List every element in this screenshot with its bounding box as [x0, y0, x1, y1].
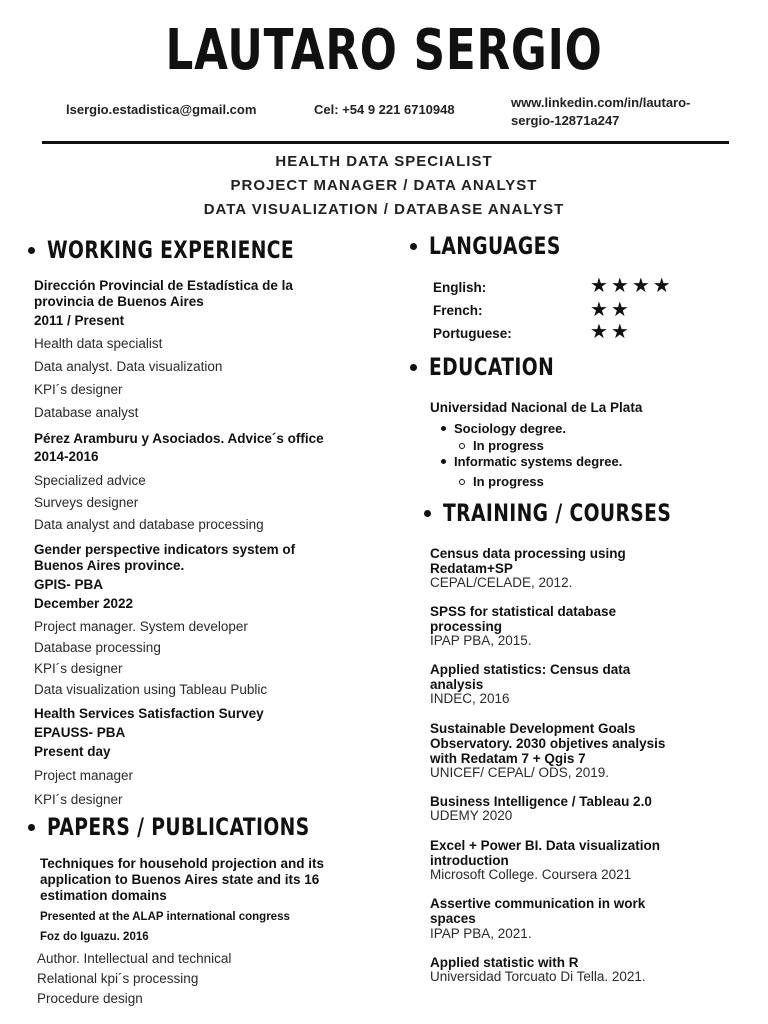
- degree-status: In progress: [473, 438, 544, 453]
- bullet-dot: [410, 243, 417, 250]
- course-title: SPSS for statistical database: [430, 604, 617, 619]
- section-heading-text: WORKING EXPERIENCE: [47, 236, 295, 264]
- course-source: IPAP PBA, 2021.: [430, 926, 532, 941]
- job-duty: Data visualization using Tableau Public: [34, 682, 268, 697]
- job-duty: Data analyst. Data visualization: [34, 359, 223, 374]
- course-source: Microsoft College. Coursera 2021: [430, 867, 632, 882]
- job-duty: Specialized advice: [34, 473, 146, 488]
- language-label: Portuguese:: [433, 326, 512, 341]
- degree-name: Sociology degree.: [454, 421, 566, 436]
- bullet-dot: [28, 824, 35, 831]
- paper-title: Techniques for household projection and its: [40, 856, 325, 871]
- title-line: DATA VISUALIZATION / DATABASE ANALYST: [203, 201, 565, 218]
- course-title: Redatam+SP: [430, 561, 513, 576]
- title-line: HEALTH DATA SPECIALIST: [275, 153, 493, 170]
- job-organization: GPIS- PBA: [34, 577, 104, 592]
- job-organization: Pérez Aramburu y Asociados. Advice´s office: [34, 431, 324, 446]
- course-title: with Redatam 7 + Qgis 7: [430, 751, 586, 766]
- job-duty: Project manager: [34, 768, 134, 783]
- language-rating: ★★: [590, 299, 632, 321]
- section-heading-text: LANGUAGES: [429, 232, 561, 260]
- course-source: CEPAL/CELADE, 2012.: [430, 575, 573, 590]
- linkedin-url-line2: sergio-12871a247: [511, 113, 620, 128]
- title-line: PROJECT MANAGER / DATA ANALYST: [230, 177, 538, 194]
- job-organization: Dirección Provincial de Estadística de la: [34, 278, 293, 293]
- job-period: 2011 / Present: [34, 313, 125, 328]
- job-duty: Data analyst and database processing: [34, 517, 264, 532]
- bullet-dot: [441, 459, 446, 464]
- section-heading-experience: [28, 236, 364, 264]
- course-title: introduction: [430, 853, 509, 868]
- job-organization: Gender perspective indicators system of: [34, 542, 296, 557]
- section-heading-papers: [28, 813, 384, 841]
- course-title: Assertive communication in work: [430, 896, 646, 911]
- paper-presented: Presented at the ALAP international congress: [40, 911, 290, 923]
- section-heading-training: [424, 499, 736, 527]
- circle-bullet: [459, 443, 465, 449]
- language-label: English:: [433, 280, 487, 295]
- job-organization: provincia de Buenos Aires: [34, 294, 204, 309]
- language-rating: ★★: [590, 321, 632, 343]
- course-title: spaces: [430, 911, 476, 926]
- course-title: Applied statistics: Census data: [430, 662, 631, 677]
- job-period: December 2022: [34, 596, 134, 611]
- section-heading-text: EDUCATION: [429, 353, 555, 381]
- job-period: 2014-2016: [34, 449, 99, 464]
- course-title: analysis: [430, 677, 484, 692]
- candidate-name: LAUTARO SERGIO: [165, 18, 603, 83]
- paper-place: Foz do Iguazu. 2016: [40, 931, 149, 943]
- job-duty: Surveys designer: [34, 495, 139, 510]
- course-title: Applied statistic with R: [430, 955, 579, 970]
- bullet-dot: [28, 247, 35, 254]
- phone-number: Cel: +54 9 221 6710948: [314, 102, 455, 117]
- job-duty: KPI´s designer: [34, 792, 123, 807]
- job-duty: Project manager. System developer: [34, 619, 248, 634]
- job-organization: Buenos Aires province.: [34, 558, 185, 573]
- language-label: French:: [433, 303, 483, 318]
- job-duty: Health data specialist: [34, 336, 163, 351]
- email-address: lsergio.estadistica@gmail.com: [66, 102, 257, 117]
- course-source: IPAP PBA, 2015.: [430, 633, 532, 648]
- job-duty: Database analyst: [34, 405, 139, 420]
- course-title: Excel + Power BI. Data visualization: [430, 838, 660, 853]
- linkedin-url: [511, 94, 731, 130]
- job-period: Present day: [34, 744, 111, 759]
- course-title: Business Intelligence / Tableau 2.0: [430, 794, 652, 809]
- section-heading-languages: [410, 232, 598, 260]
- section-heading-text: PAPERS / PUBLICATIONS: [47, 813, 310, 841]
- paper-role: Author. Intellectual and technical: [37, 951, 232, 966]
- bullet-dot: [424, 510, 431, 517]
- job-duty: Database processing: [34, 640, 161, 655]
- education-school: Universidad Nacional de La Plata: [430, 400, 643, 415]
- professional-titles: [0, 150, 768, 222]
- education-degree: [441, 454, 622, 469]
- bullet-dot: [410, 364, 417, 371]
- section-heading-text: TRAINING / COURSES: [443, 499, 672, 527]
- course-source: UNICEF/ CEPAL/ ODS, 2019.: [430, 765, 610, 780]
- course-title: Observatory. 2030 objetives analysis: [430, 736, 666, 751]
- job-organization: Health Services Satisfaction Survey: [34, 706, 264, 721]
- course-source: UDEMY 2020: [430, 808, 513, 823]
- section-heading-education: [410, 353, 589, 381]
- job-duty: KPI´s designer: [34, 382, 123, 397]
- job-duty: KPI´s designer: [34, 661, 123, 676]
- paper-title: application to Buenos Aires state and its 16: [40, 872, 320, 887]
- job-organization: EPAUSS- PBA: [34, 725, 126, 740]
- course-source: INDEC, 2016: [430, 691, 510, 706]
- paper-role: Procedure design: [37, 991, 143, 1006]
- linkedin-url-line1: www.linkedin.com/in/lautaro-: [511, 95, 691, 110]
- degree-status: In progress: [473, 474, 544, 489]
- course-title: processing: [430, 619, 503, 634]
- course-title: Census data processing using: [430, 546, 626, 561]
- education-status: [459, 474, 544, 489]
- bullet-dot: [441, 426, 446, 431]
- course-source: Universidad Torcuato Di Tella. 2021.: [430, 969, 646, 984]
- course-title: Sustainable Development Goals: [430, 721, 636, 736]
- circle-bullet: [459, 479, 465, 485]
- paper-role: Relational kpi´s processing: [37, 971, 199, 986]
- paper-title: estimation domains: [40, 888, 167, 903]
- degree-name: Informatic systems degree.: [454, 454, 623, 469]
- header-divider: [42, 141, 729, 144]
- education-degree: [441, 421, 566, 436]
- language-rating: ★★★★: [590, 275, 674, 297]
- education-status: [459, 438, 544, 453]
